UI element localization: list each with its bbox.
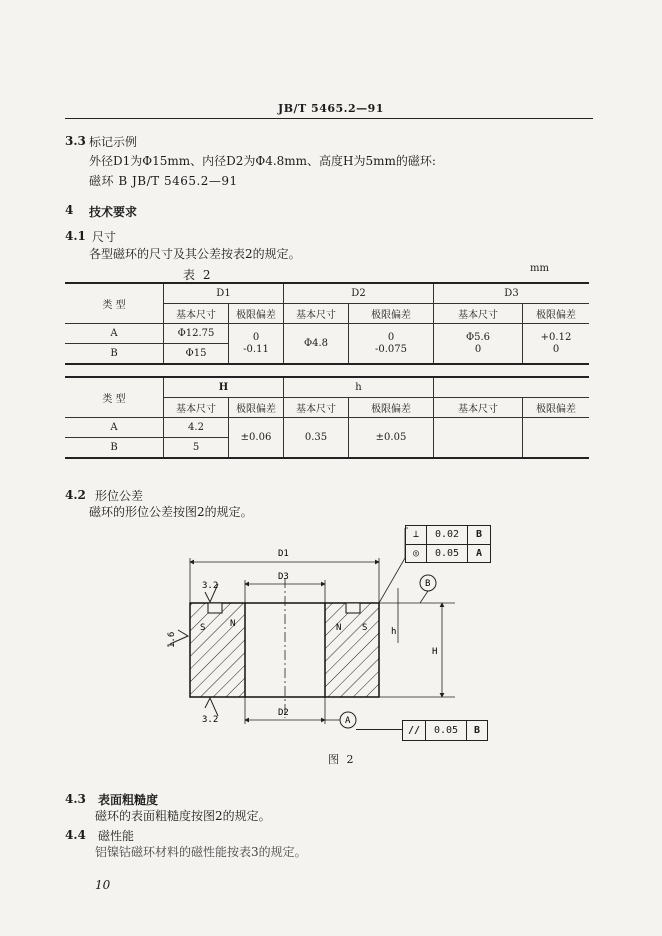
group-d3: D3 (434, 283, 590, 304)
section-4-2-text: 磁环的形位公差按图2的规定。 (89, 505, 253, 519)
table-2-lower (65, 376, 589, 459)
group-h: h (284, 377, 434, 398)
pole-label-s-left: S (200, 623, 206, 633)
section-4-4-title: 磁性能 (98, 829, 135, 843)
H-label: H (432, 647, 438, 657)
type-header: 类 型 (65, 283, 164, 324)
h-basic: 0.35 (284, 418, 349, 459)
section-4-number: 4 (65, 203, 74, 217)
section-4-2-title: 形位公差 (95, 489, 144, 503)
ring-section-left (190, 603, 245, 697)
section-4-title: 技术要求 (89, 205, 138, 219)
section-4-3-title: 表面粗糙度 (98, 793, 159, 807)
perpendicularity-datum: B (475, 529, 483, 540)
pole-label-n-right: N (336, 623, 342, 633)
H-basic: 4.2 (164, 418, 229, 438)
subheader: 极限偏差 (229, 398, 284, 418)
section-4-1-title: 尺寸 (92, 230, 117, 244)
pole-label-n-left: N (230, 619, 236, 629)
roughness-symbol-bottom (205, 698, 218, 716)
d2-tolerance (349, 324, 434, 365)
row-type: A (65, 418, 164, 438)
header-rule (65, 118, 593, 119)
subheader: 极限偏差 (523, 304, 590, 324)
d1-basic: Φ12.75 (164, 324, 229, 344)
d3-label: D3 (278, 572, 289, 582)
marking-example-line-1: 外径D1为Φ15mm、内径D2为Φ4.8mm、高度H为5mm的磁环: (89, 154, 436, 168)
section-4-1-number: 4.1 (65, 229, 86, 243)
roughness-label-top: 3.2 (202, 581, 219, 591)
d2-tol-upper: 0 (387, 331, 395, 343)
section-4-3-text: 磁环的表面粗糙度按图2的规定。 (95, 809, 271, 823)
d2-basic: Φ4.8 (284, 324, 349, 365)
table-2-upper (65, 282, 589, 365)
feature-control-frame-bottom (402, 720, 488, 741)
subheader: 基本尺寸 (434, 304, 523, 324)
page-number: 10 (95, 878, 111, 892)
roughness-label-side: 1.6 (167, 631, 177, 648)
group-H: H (164, 377, 284, 398)
d1-tolerance (229, 324, 284, 365)
figure-2-caption: 图 2 (328, 753, 356, 766)
d2-tol-lower: -0.075 (374, 343, 407, 355)
groove-left (208, 603, 222, 613)
h-tolerance: ±0.05 (349, 418, 434, 459)
parallelism-datum: B (473, 725, 481, 736)
d1-label: D1 (278, 549, 289, 559)
table-2-unit: mm (530, 263, 549, 274)
row-type: B (65, 438, 164, 459)
h-label: h (391, 627, 397, 637)
subheader: 基本尺寸 (284, 398, 349, 418)
d1-tol-lower: -0.11 (243, 343, 269, 355)
frame-bottom-leader (356, 729, 402, 730)
section-4-3-number: 4.3 (65, 792, 86, 806)
H-basic: 5 (164, 438, 229, 459)
d3-tolerance (523, 324, 590, 365)
group-empty (434, 377, 590, 398)
perpendicularity-value: 0.02 (427, 526, 468, 544)
groove-right (346, 603, 360, 613)
subheader: 基本尺寸 (284, 304, 349, 324)
perpendicularity-icon: ⊥ (406, 526, 427, 544)
parallelism-value: 0.05 (426, 721, 467, 740)
d3-basic-value2: 0 (474, 343, 482, 355)
concentricity-icon: ◎ (406, 545, 427, 562)
subheader: 基本尺寸 (434, 398, 523, 418)
ring-section-right (325, 603, 379, 697)
group-d2: D2 (284, 283, 434, 304)
section-4-1-text: 各型磁环的尺寸及其公差按表2的规定。 (89, 247, 301, 261)
feature-control-frame-top (405, 525, 491, 563)
d2-label: D2 (278, 708, 289, 718)
subheader: 极限偏差 (229, 304, 284, 324)
section-4-4-text: 铝镍钴磁环材料的磁性能按表3的规定。 (95, 845, 307, 859)
subheader: 极限偏差 (349, 398, 434, 418)
parallelism-icon: // (403, 721, 426, 740)
datum-b-label: B (425, 579, 431, 589)
empty-cell (434, 418, 523, 459)
section-4-2-number: 4.2 (65, 488, 86, 502)
d3-basic (434, 324, 523, 365)
empty-cell (523, 418, 590, 459)
d1-tol-upper: 0 (252, 331, 260, 343)
pole-label-s-right: S (362, 623, 368, 633)
subheader: 极限偏差 (523, 398, 590, 418)
H-tolerance: ±0.06 (229, 418, 284, 459)
concentricity-datum: A (475, 548, 483, 559)
type-header: 类 型 (65, 377, 164, 418)
concentricity-value: 0.05 (427, 545, 468, 562)
d3-basic-value: Φ5.6 (465, 331, 491, 343)
d1-basic: Φ15 (164, 344, 229, 365)
section-3-3-title: 标记示例 (89, 135, 138, 149)
datum-a-label: A (345, 716, 351, 726)
subheader: 基本尺寸 (164, 304, 229, 324)
d3-tol-upper: +0.12 (540, 331, 572, 343)
row-type: A (65, 324, 164, 344)
group-d1: D1 (164, 283, 284, 304)
section-3-3-number: 3.3 (65, 134, 86, 148)
table-2-caption: 表 2 (183, 268, 213, 282)
roughness-label-bottom: 3.2 (202, 715, 219, 725)
section-4-4-number: 4.4 (65, 828, 86, 842)
d3-tol-lower: 0 (552, 343, 560, 355)
subheader: 极限偏差 (349, 304, 434, 324)
row-type: B (65, 344, 164, 365)
subheader: 基本尺寸 (164, 398, 229, 418)
marking-example-line-2: 磁环 B JB/T 5465.2—91 (89, 174, 238, 188)
standard-header: JB/T 5465.2—91 (278, 102, 384, 115)
